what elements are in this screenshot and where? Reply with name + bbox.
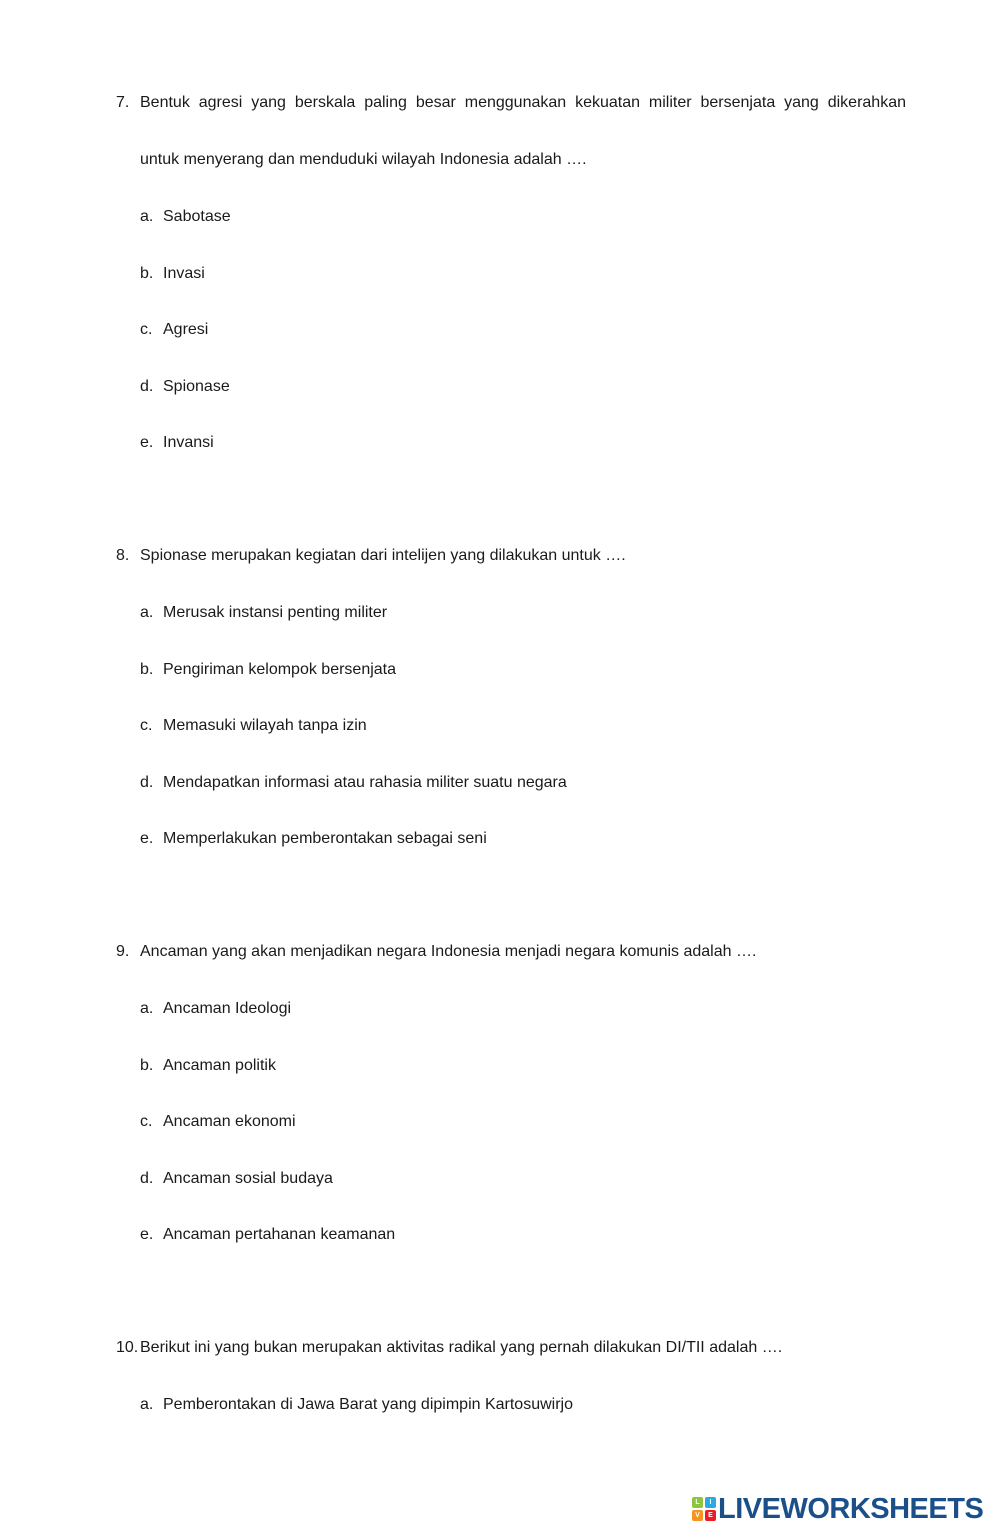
option-b[interactable] (116, 1037, 906, 1094)
question-stem (116, 74, 906, 188)
question-text-line1: Spionase merupakan kegiatan dari intelijen yang dilakukan untuk …. (140, 547, 626, 564)
option-a[interactable] (116, 188, 906, 245)
option-letter: b. (140, 1056, 154, 1074)
logo-mark-letter: V (692, 1510, 703, 1521)
logo-mark-letter: E (705, 1510, 716, 1521)
question-stem (116, 923, 906, 980)
option-a[interactable] (116, 584, 906, 641)
option-text: Ancaman pertahanan keamanan (163, 1226, 396, 1244)
question-text-line1: Bentuk agresi yang berskala paling besar menggunakan kekuatan militer bersenjata yang dikerahkan (140, 94, 906, 111)
option-letter: d. (140, 1169, 154, 1187)
option-letter: a. (140, 1000, 154, 1017)
liveworksheets-logo (692, 1494, 983, 1524)
option-text: Ancaman politik (163, 1056, 276, 1074)
option-d[interactable] (116, 1150, 906, 1207)
option-c[interactable] (116, 1093, 906, 1150)
option-letter: a. (140, 604, 154, 621)
option-text: Pengiriman kelompok bersenjata (163, 660, 397, 678)
logo-mark-letter: I (705, 1497, 716, 1508)
option-a[interactable] (116, 980, 906, 1037)
question-8 (116, 527, 906, 867)
question-number: 7. (116, 94, 130, 111)
logo-mark-letter: L (692, 1497, 703, 1508)
option-c[interactable] (116, 301, 906, 358)
question-stem (116, 527, 906, 584)
option-a[interactable] (116, 1376, 906, 1433)
question-text-line2: untuk menyerang dan menduduki wilayah Indonesia adalah …. (140, 151, 587, 168)
question-9 (116, 923, 906, 1263)
option-text: Invasi (163, 264, 205, 282)
question-number: 10. (116, 1339, 139, 1356)
option-text: Pemberontakan di Jawa Barat yang dipimpin Kartosuwirjo (163, 1396, 573, 1413)
option-letter: c. (140, 1113, 153, 1131)
option-d[interactable] (116, 358, 906, 415)
option-text: Merusak instansi penting militer (163, 604, 388, 621)
logo-text: LIVEWORKSHEETS (718, 1493, 984, 1525)
option-letter: a. (140, 208, 154, 225)
option-letter: e. (140, 1226, 154, 1244)
option-letter: e. (140, 830, 154, 848)
question-number: 9. (116, 943, 130, 960)
option-letter: c. (140, 321, 153, 339)
option-text: Invansi (163, 434, 214, 452)
option-letter: d. (140, 773, 154, 791)
question-stem (116, 1319, 906, 1376)
question-7 (116, 74, 906, 471)
option-d[interactable] (116, 754, 906, 811)
option-b[interactable] (116, 641, 906, 698)
option-b[interactable] (116, 245, 906, 302)
option-e[interactable] (116, 810, 906, 867)
option-e[interactable] (116, 414, 906, 471)
option-text: Spionase (163, 377, 230, 395)
option-letter: c. (140, 717, 153, 735)
question-text-line1: Berikut ini yang bukan merupakan aktivitas radikal yang pernah dilakukan DI/TII adalah …. (140, 1339, 783, 1356)
option-letter: b. (140, 660, 154, 678)
option-e[interactable] (116, 1206, 906, 1263)
option-text: Ancaman ekonomi (163, 1113, 296, 1131)
question-text-line1: Ancaman yang akan menjadikan negara Indonesia menjadi negara komunis adalah …. (140, 943, 757, 960)
option-letter: a. (140, 1396, 154, 1413)
option-c[interactable] (116, 697, 906, 754)
option-text: Memperlakukan pemberontakan sebagai seni (163, 830, 487, 848)
option-letter: b. (140, 264, 154, 282)
option-text: Ancaman sosial budaya (163, 1169, 333, 1187)
option-text: Sabotase (163, 208, 231, 225)
option-text: Mendapatkan informasi atau rahasia militer suatu negara (163, 773, 567, 791)
question-10 (116, 1319, 906, 1433)
option-text: Ancaman Ideologi (163, 1000, 292, 1017)
liveworksheets-logo-icon (692, 1497, 716, 1521)
option-text: Memasuki wilayah tanpa izin (163, 717, 367, 735)
option-text: Agresi (163, 321, 209, 339)
option-letter: d. (140, 377, 154, 395)
question-number: 8. (116, 547, 130, 564)
option-letter: e. (140, 434, 154, 452)
